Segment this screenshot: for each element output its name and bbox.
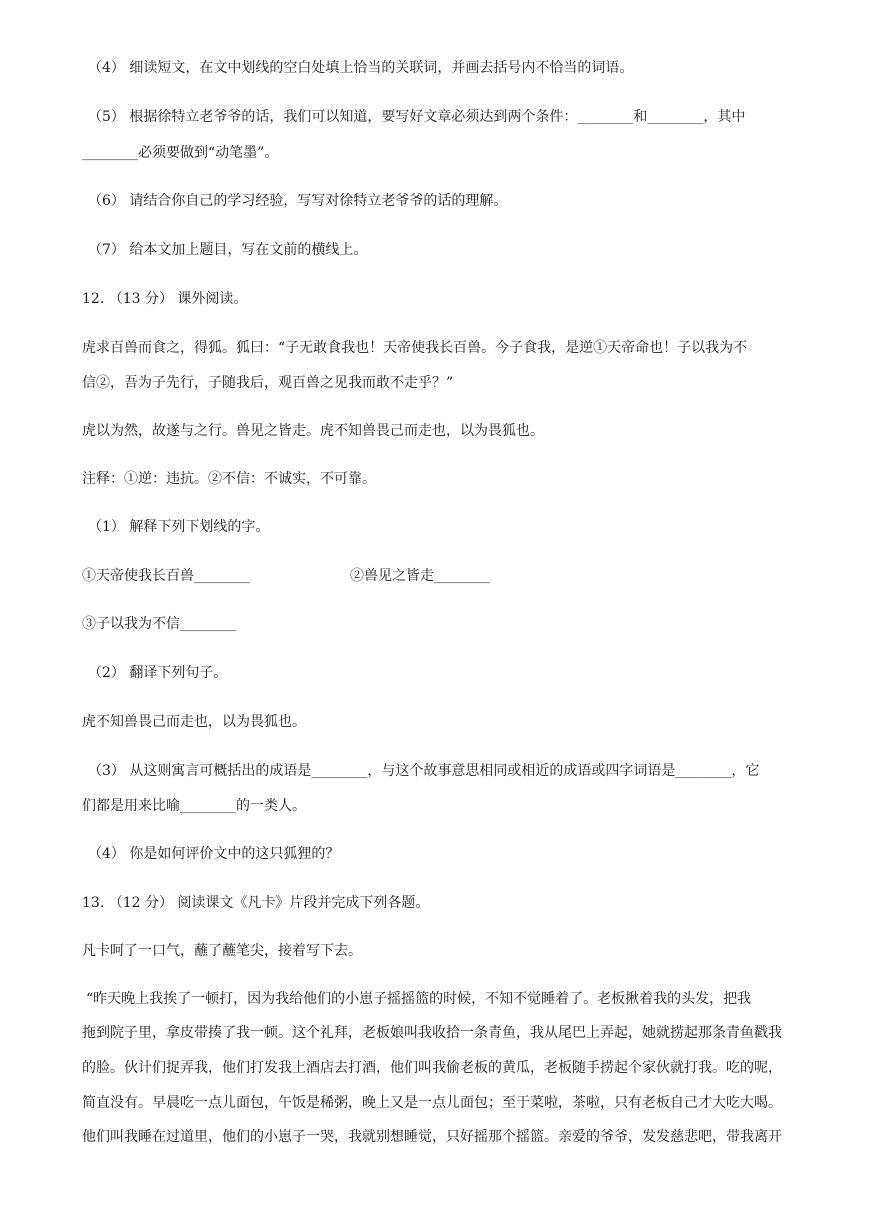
question-11-5-line2: ________必须要做到“动笔墨”。 [82,145,279,161]
question-12-2: （2） 翻译下列句子。 [88,665,228,681]
question-12-1-item-a: ①天帝使我长百兽________ [82,568,250,584]
passage-line-2: 信②，吾为子先行，子随我后，观百兽之见我而敢不走乎？” [82,375,454,391]
question-11-4: （4） 细读短文，在文中划线的空白处填上恰当的关联词，并画去括号内不恰当的词语。 [88,60,634,76]
question-12-1-item-c: ③子以我为不信________ [82,616,236,632]
question-11-7: （7） 给本文加上题目，写在文前的横线上。 [88,242,368,258]
passage-13-line-3: 的脸。伙计们捉弄我，他们打发我上酒店去打酒，他们叫我偷老板的黄瓜，老板随手捞起个家伙就打我。吃的呢， [82,1060,782,1076]
question-12-4: （4） 你是如何评价文中的这只狐狸的？ [88,846,340,862]
passage-13-line-2: 拖到院子里，拿皮带揍了我一顿。这个礼拜，老板娘叫我收拾一条青鱼，我从尾巴上弄起，她就捞起那条青鱼戳我 [82,1025,782,1041]
passage-line-1: 虎求百兽而食之，得狐。狐曰：“子无敢食我也！天帝使我长百兽。今子食我，是逆①天帝命也！子以我为不 [82,340,748,356]
question-12-3-line1: （3） 从这则寓言可概括出的成语是________，与这个故事意思相同或相近的成语或四字词语是________，它 [88,763,760,779]
annotation-note: 注释：①逆：违抗。②不信：不诚实，不可靠。 [82,471,376,487]
question-12-2-sentence: 虎不知兽畏己而走也，以为畏狐也。 [82,714,306,730]
question-12-3-line2: 们都是用来比喻________的一类人。 [82,798,306,814]
question-12-header: 12. （13 分） 课外阅读。 [82,291,248,307]
question-12-1: （1） 解释下列下划线的字。 [88,519,270,535]
passage-13-line-5: 他们叫我睡在过道里，他们的小崽子一哭，我就别想睡觉，只好摇那个摇篮。亲爱的爷爷，发发慈悲吧，带我离开 [82,1129,782,1145]
question-13-header: 13. （12 分） 阅读课文《凡卡》片段并完成下列各题。 [82,895,430,911]
passage-13-line-1: “昨天晚上我挨了一顿打，因为我给他们的小崽子摇摇篮的时候，不知不觉睡着了。老板揪着我的头发，把我 [86,991,752,1007]
question-11-5-line1: （5） 根据徐特立老爷爷的话，我们可以知道，要写好文章必须达到两个条件：________和________，其中 [88,109,746,125]
passage-line-3: 虎以为然，故遂与之行。兽见之皆走。虎不知兽畏己而走也，以为畏狐也。 [82,423,544,439]
question-12-1-item-b: ②兽见之皆走________ [350,568,490,584]
passage-13-line-4: 简直没有。早晨吃一点儿面包，午饭是稀粥，晚上又是一点儿面包；至于菜啦，茶啦，只有老板自己才大吃大喝。 [82,1095,782,1111]
question-11-6: （6） 请结合你自己的学习经验，写写对徐特立老爷爷的话的理解。 [88,193,508,209]
passage-13-p1: 凡卡呵了一口气，蘸了蘸笔尖，接着写下去。 [82,943,362,959]
